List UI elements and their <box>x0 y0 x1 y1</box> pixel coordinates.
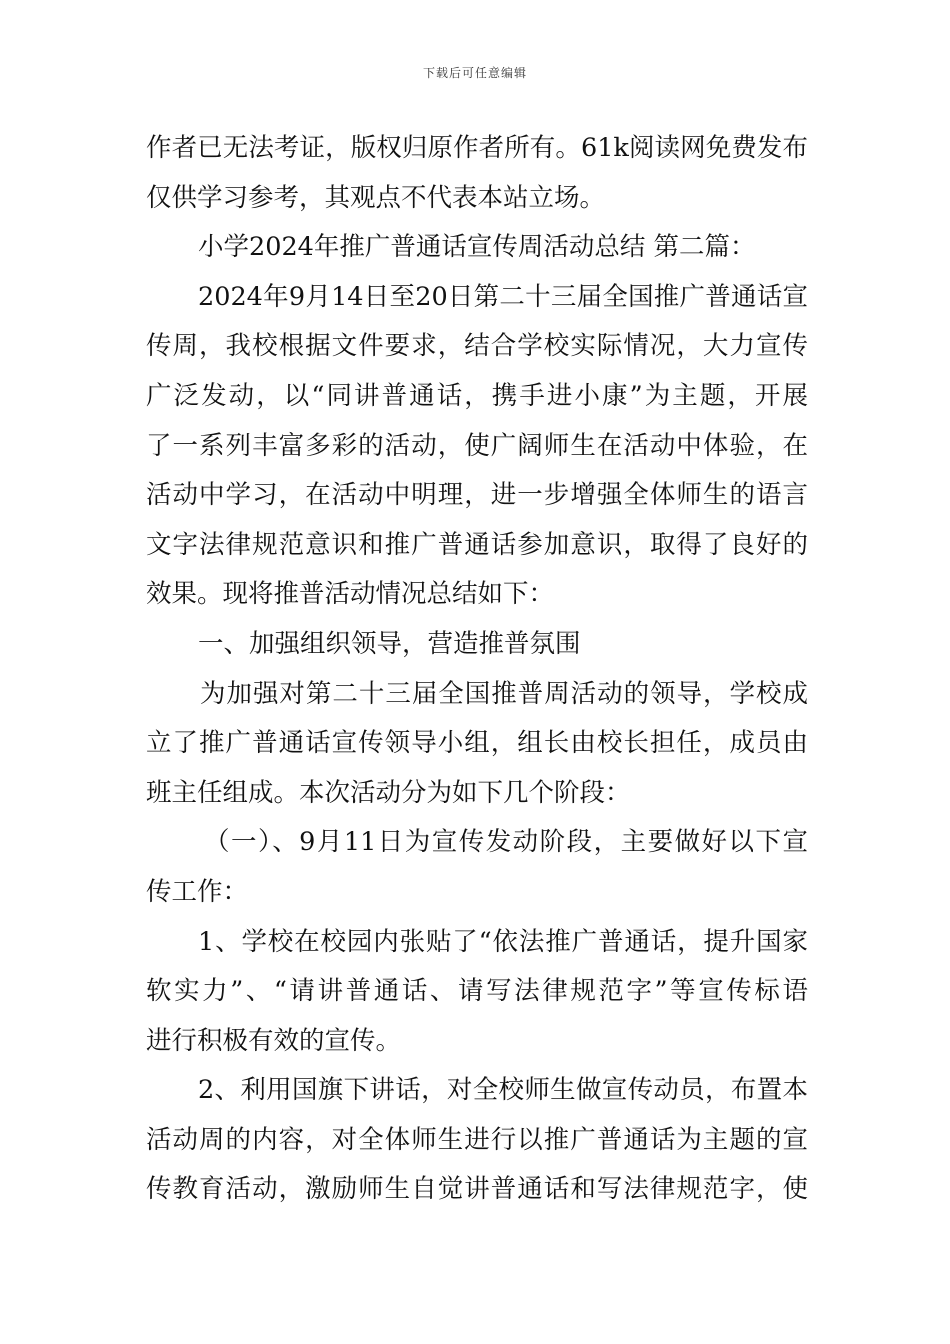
text-line: 软实力”、“请讲普通话、请写法律规范字”等宣传标语 <box>146 976 808 1007</box>
text-line: 作者已无法考证，版权归原作者所有。61k阅读网免费发布 <box>146 133 808 163</box>
document-body <box>146 124 808 1215</box>
text-line: （一）、9月11日为宣传发动阶段，主要做好以下宣 <box>204 827 808 858</box>
text-line: 传教育活动，激励师生自觉讲普通话和写法律规范字，使 <box>146 1174 808 1205</box>
text-line: 效果。现将推普活动情况总结如下： <box>146 579 555 610</box>
page-header: 下载后可任意编辑 <box>422 66 527 80</box>
text-line: 为加强对第二十三届全国推普周活动的领导，学校成 <box>200 678 808 709</box>
section-heading: 一、加强组织领导，营造推普氛围 <box>198 628 581 659</box>
text-line: 1、学校在校园内张贴了“依法推广普通话，提升国家 <box>198 926 808 957</box>
text-line: 立了推广普通话宣传领导小组，组长由校长担任，成员由 <box>146 728 808 759</box>
section-title: 小学2024年推广普通话宣传周活动总结 第二篇： <box>198 232 756 263</box>
text-line: 了一系列丰富多彩的活动，使广阔师生在活动中体验，在 <box>146 430 808 461</box>
text-line: 仅供学习参考，其观点不代表本站立场。 <box>146 182 606 213</box>
text-line: 传工作： <box>146 876 249 907</box>
text-line: 活动中学习，在活动中明理，进一步增强全体师生的语言 <box>146 480 808 511</box>
text-line: 活动周的内容，对全体师生进行以推广普通话为主题的宣 <box>146 1124 808 1155</box>
text-line: 文字法律规范意识和推广普通话参加意识，取得了良好的 <box>146 529 808 560</box>
text-line: 进行积极有效的宣传。 <box>146 1025 402 1056</box>
text-line: 2、利用国旗下讲话，对全校师生做宣传动员，布置本 <box>198 1075 808 1106</box>
text-line: 班主任组成。本次活动分为如下几个阶段： <box>146 777 631 808</box>
text-line: 2024年9月14日至20日第二十三届全国推广普通话宣 <box>198 281 808 312</box>
text-line: 广泛发动，以“同讲普通话，携手进小康”为主题，开展 <box>146 380 808 411</box>
text-line: 传周，我校根据文件要求，结合学校实际情况，大力宣传 <box>146 331 808 362</box>
